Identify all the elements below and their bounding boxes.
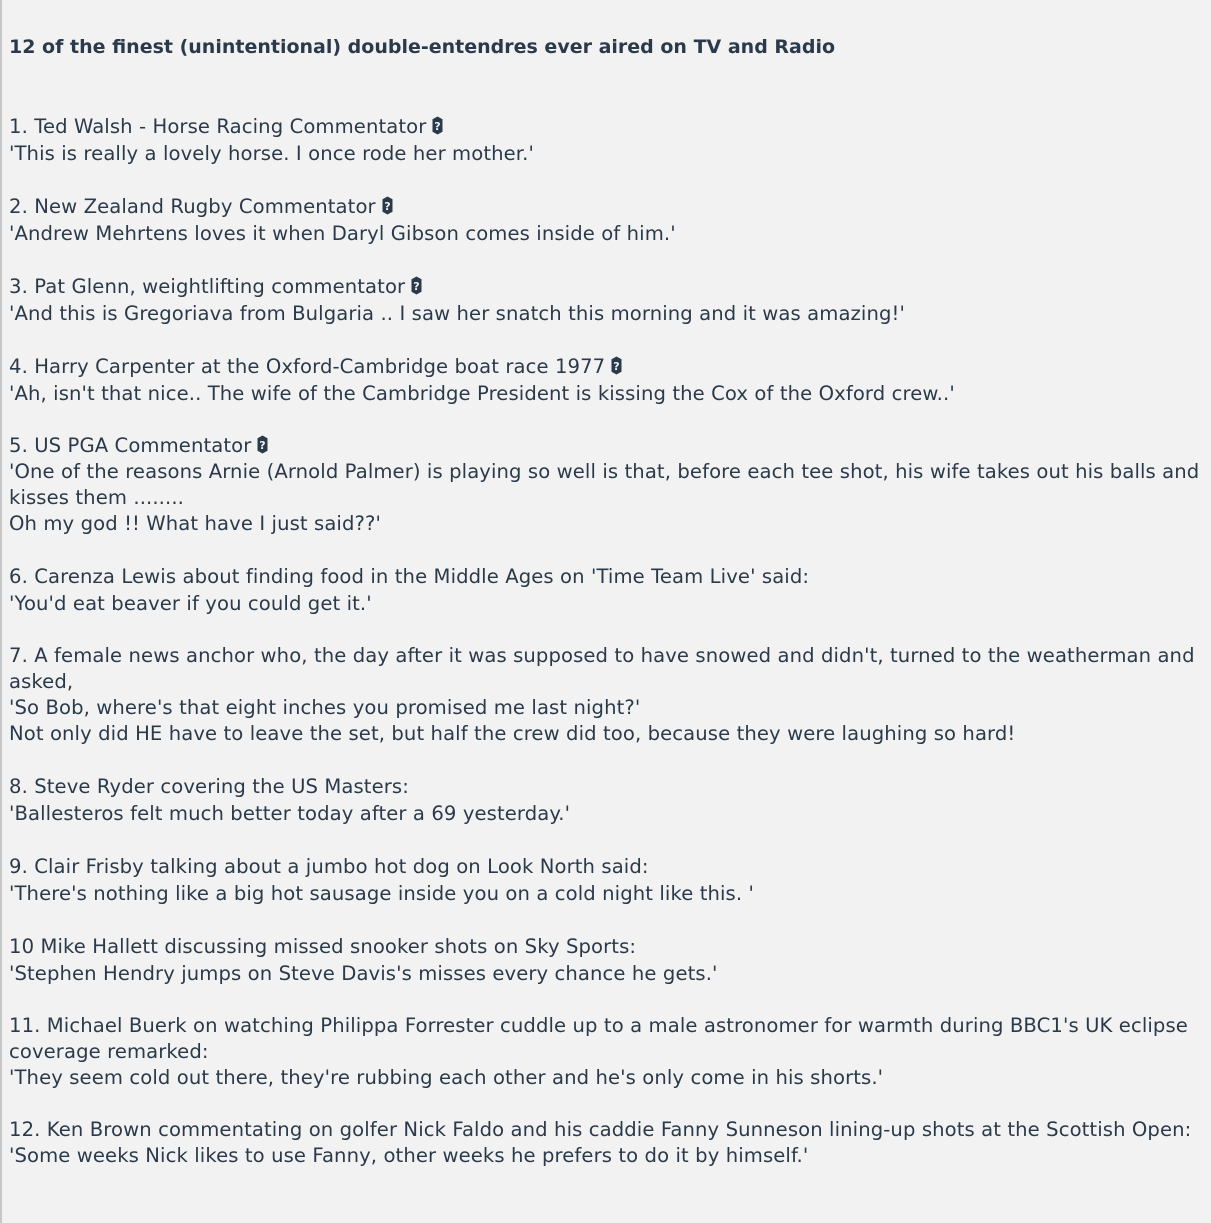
replacement-char-icon <box>611 356 622 375</box>
item-heading-text: 4. Harry Carpenter at the Oxford-Cambridge boat race 1977 <box>9 355 606 378</box>
item-quote-line: 'Ballesteros felt much better today after a 69 yesterday.' <box>9 802 571 825</box>
svg-text:?: ? <box>613 360 620 373</box>
item-quote-line: 'You'd eat beaver if you could get it.' <box>9 592 372 615</box>
item-heading <box>9 433 1209 459</box>
replacement-char-icon <box>382 196 393 215</box>
item-heading <box>9 1117 1209 1143</box>
item-heading-text: 2. New Zealand Rugby Commentator <box>9 195 376 218</box>
item-heading <box>9 193 1209 220</box>
item-quote-line: 'This is really a lovely horse. I once rode her mother.' <box>9 142 534 165</box>
svg-text:?: ? <box>434 120 442 133</box>
item-heading-text: 7. A female news anchor who, the day after it was supposed to have snowed and didn't, turned to the weatherman and asked, <box>9 644 1195 693</box>
item-quote-line: 'Ah, isn't that nice.. The wife of the Cambridge President is kissing the Cox of the Oxford crew..' <box>9 382 955 405</box>
list-item <box>9 113 1209 167</box>
item-heading-text: 11. Michael Buerk on watching Philippa Forrester cuddle up to a male astronomer for warmth during BBC1's UK eclipse coverage remarked: <box>9 1014 1188 1063</box>
item-heading <box>9 773 1209 800</box>
list-item <box>9 853 1209 907</box>
list-item <box>9 773 1209 827</box>
svg-text:?: ? <box>383 200 391 213</box>
replacement-char-icon <box>411 276 422 295</box>
item-heading <box>9 933 1209 960</box>
item-quote-line: 'One of the reasons Arnie (Arnold Palmer) is playing so well is that, before each tee shot, his wife takes out his balls and kisses them ........ <box>9 460 1200 509</box>
item-heading <box>9 1013 1209 1065</box>
list-item <box>9 353 1209 407</box>
item-heading-text: 6. Carenza Lewis about finding food in the Middle Ages on 'Time Team Live' said: <box>9 565 810 588</box>
item-quote-line: 'There's nothing like a big hot sausage inside you on a cold night like this. ' <box>9 882 754 905</box>
item-heading-text: 3. Pat Glenn, weightlifting commentator <box>9 275 406 298</box>
item-quote-line: Not only did HE have to leave the set, but half the crew did too, because they were laughing so hard! <box>9 722 1016 745</box>
list-item <box>9 563 1209 617</box>
item-heading-text: 8. Steve Ryder covering the US Masters: <box>9 775 409 798</box>
item-quote-line: 'Stephen Hendry jumps on Steve Davis's misses every chance he gets.' <box>9 962 718 985</box>
item-heading <box>9 113 1209 140</box>
item-heading-text: 9. Clair Frisby talking about a jumbo hot dog on Look North said: <box>9 855 649 878</box>
list-item <box>9 933 1209 987</box>
item-quote-line: Oh my god !! What have I just said??' <box>9 512 381 535</box>
post-body <box>2 0 1209 1169</box>
item-heading-text: 5. US PGA Commentator <box>9 434 252 457</box>
list-item <box>9 1117 1209 1169</box>
item-quote-line: 'And this is Gregoriava from Bulgaria .. I saw her snatch this morning and it was amazing!' <box>9 302 905 325</box>
item-heading <box>9 273 1209 300</box>
item-heading-text: 10 Mike Hallett discussing missed snooker shots on Sky Sports: <box>9 935 637 958</box>
list-item <box>9 1013 1209 1091</box>
replacement-char-icon <box>432 116 443 135</box>
list-item <box>9 193 1209 247</box>
entendre-list <box>9 113 1209 1169</box>
post-title: 12 of the finest (unintentional) double-entendres ever aired on TV and Radio <box>9 36 836 58</box>
item-quote-line: 'Some weeks Nick likes to use Fanny, other weeks he prefers to do it by himself.' <box>9 1144 809 1167</box>
item-quote-line: 'They seem cold out there, they're rubbing each other and he's only come in his shorts.' <box>9 1066 884 1089</box>
item-heading-text: 1. Ted Walsh - Horse Racing Commentator <box>9 115 427 138</box>
item-quote-line: 'Andrew Mehrtens loves it when Daryl Gibson comes inside of him.' <box>9 222 676 245</box>
item-heading <box>9 563 1209 590</box>
svg-text:?: ? <box>413 280 420 293</box>
list-item <box>9 273 1209 327</box>
item-heading-text: 12. Ken Brown commentating on golfer Nick Faldo and his caddie Fanny Sunneson lining-up shots at the Scottish Open: <box>9 1118 1192 1141</box>
item-quote-line: 'So Bob, where's that eight inches you promised me last night?' <box>9 696 641 719</box>
item-heading <box>9 853 1209 880</box>
svg-text:?: ? <box>259 439 267 452</box>
item-heading <box>9 353 1209 380</box>
list-item <box>9 433 1209 537</box>
item-heading <box>9 643 1209 695</box>
list-item <box>9 643 1209 747</box>
replacement-char-icon <box>257 435 268 454</box>
